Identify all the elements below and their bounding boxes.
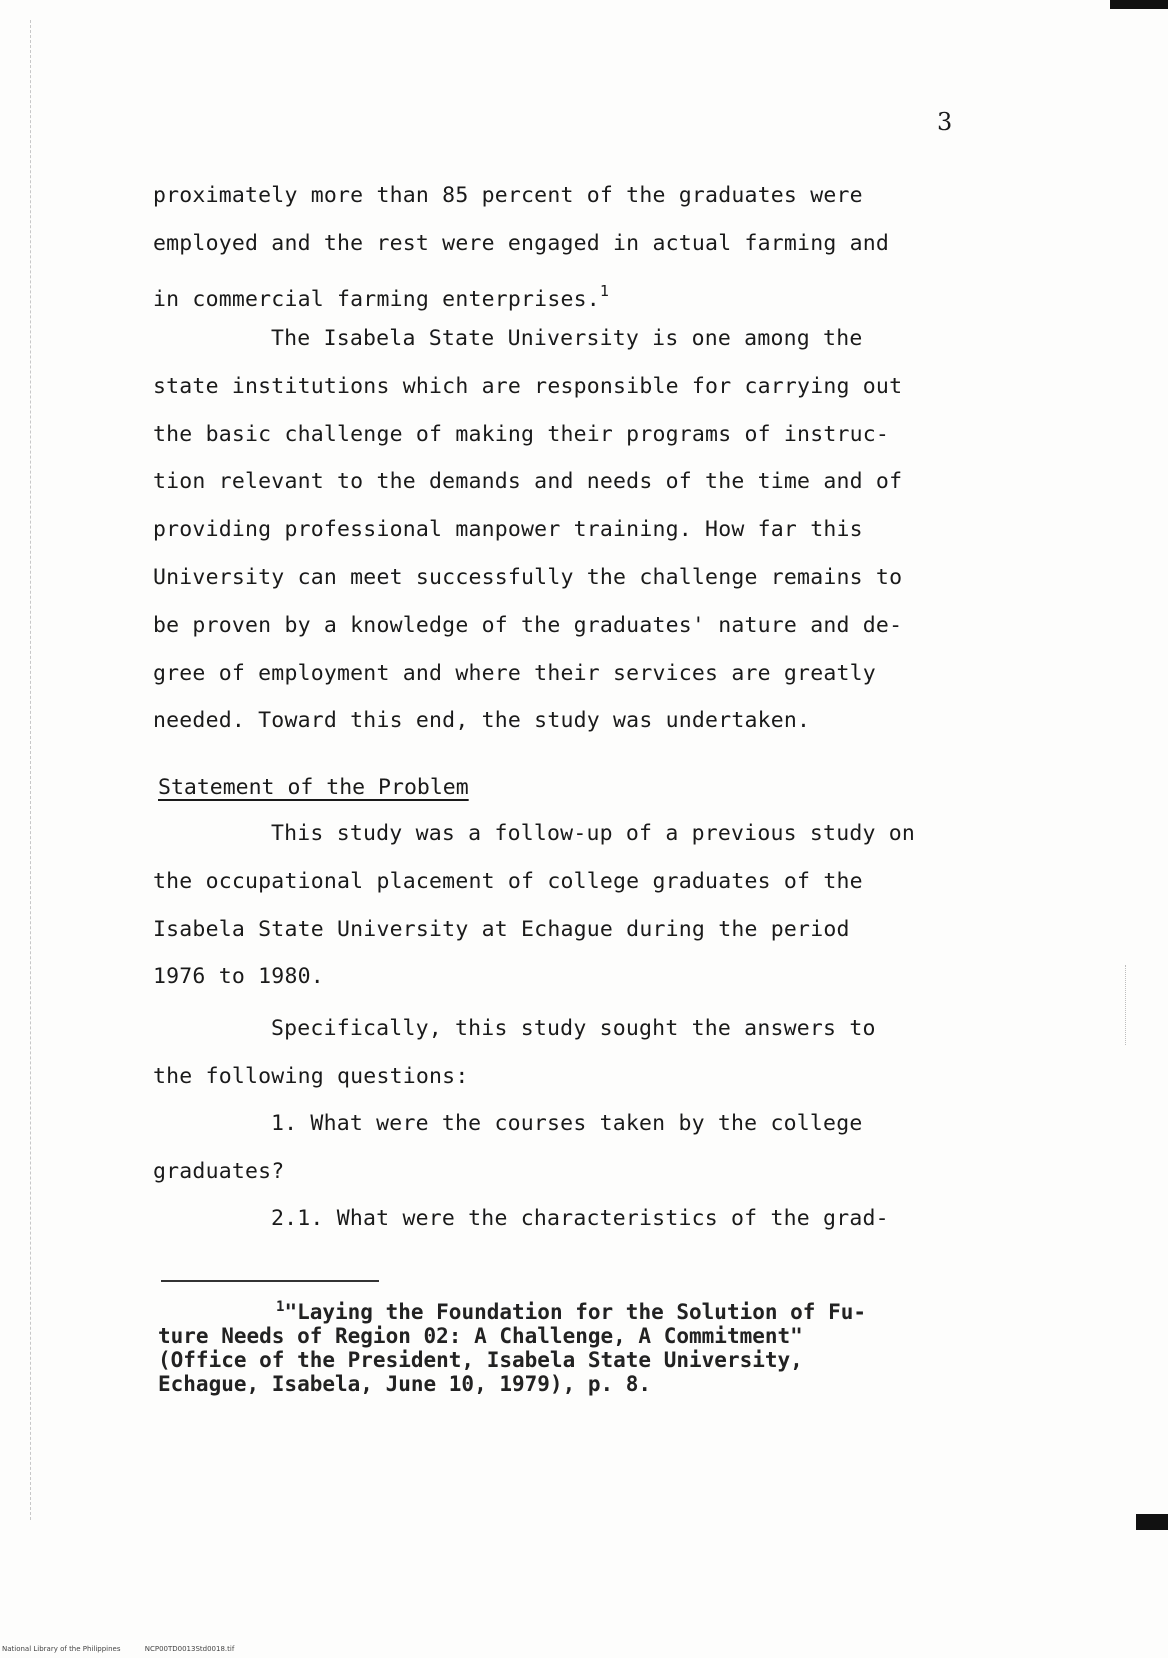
- question-1: [153, 1100, 993, 1196]
- file-name: NCP00TD0013Std0018.tif: [144, 1645, 235, 1653]
- footnote: [158, 1295, 866, 1396]
- text-line: the occupational placement of college graduates of the: [153, 868, 863, 894]
- paragraph-2: [153, 315, 993, 745]
- page-number: 3: [937, 108, 953, 136]
- footnote-line: ture Needs of Region 02: A Challenge, A Commitment": [158, 1324, 803, 1348]
- scan-edge-mark: [1136, 1514, 1168, 1530]
- paragraph-1: [153, 172, 993, 315]
- scan-left-edge: [30, 20, 35, 1520]
- library-name: National Library of the Philippines: [2, 1645, 121, 1653]
- text-line: Specifically, this study sought the answers to: [271, 1016, 876, 1041]
- section-heading: Statement of the Problem: [158, 775, 469, 800]
- paragraph-3: [153, 810, 993, 1001]
- text-line: needed. Toward this end, the study was undertaken.: [153, 708, 811, 734]
- text-line: the basic challenge of making their programs of instruc-: [153, 421, 890, 447]
- text-line-content: in commercial farming enterprises.: [153, 286, 600, 312]
- text-line: The Isabela State University is one among the: [271, 326, 863, 351]
- footnote-reference: 1: [599, 281, 610, 300]
- text-line: University can meet successfully the challenge remains to: [153, 564, 903, 590]
- scan-right-edge: [1125, 965, 1128, 1045]
- text-line: providing professional manpower training. How far this: [153, 517, 863, 543]
- text-line: be proven by a knowledge of the graduates' nature and de-: [153, 612, 903, 638]
- paragraph-4: [153, 1005, 993, 1101]
- text-line: This study was a follow-up of a previous study on: [271, 821, 916, 846]
- footnote-line: (Office of the President, Isabela State University,: [158, 1348, 803, 1372]
- text-line: 2.1. What were the characteristics of the grad-: [271, 1206, 889, 1231]
- text-line: 1. What were the courses taken by the college: [271, 1111, 863, 1136]
- text-line: employed and the rest were engaged in actual farming and: [153, 230, 890, 256]
- text-line: gree of employment and where their services are greatly: [153, 660, 876, 686]
- text-line: 1976 to 1980.: [153, 964, 324, 990]
- footnote-line: [158, 1295, 866, 1324]
- text-line: Isabela State University at Echague during the period: [153, 916, 850, 942]
- text-line: [153, 268, 993, 316]
- scan-corner-mark: [1110, 0, 1168, 9]
- text-line: graduates?: [153, 1158, 285, 1184]
- footnote-separator: [161, 1280, 379, 1282]
- scan-caption: [2, 1645, 256, 1653]
- text-line: tion relevant to the demands and needs of the time and of: [153, 469, 903, 495]
- question-2: [153, 1195, 993, 1243]
- text-line: the following questions:: [153, 1063, 469, 1089]
- text-line: state institutions which are responsible for carrying out: [153, 373, 903, 399]
- footnote-line: Echague, Isabela, June 10, 1979), p. 8.: [158, 1372, 652, 1396]
- text-line: proximately more than 85 percent of the graduates were: [153, 183, 863, 208]
- footnote-text: "Laying the Foundation for the Solution of Fu-: [284, 1300, 867, 1324]
- footnote-marker: 1: [276, 1299, 285, 1315]
